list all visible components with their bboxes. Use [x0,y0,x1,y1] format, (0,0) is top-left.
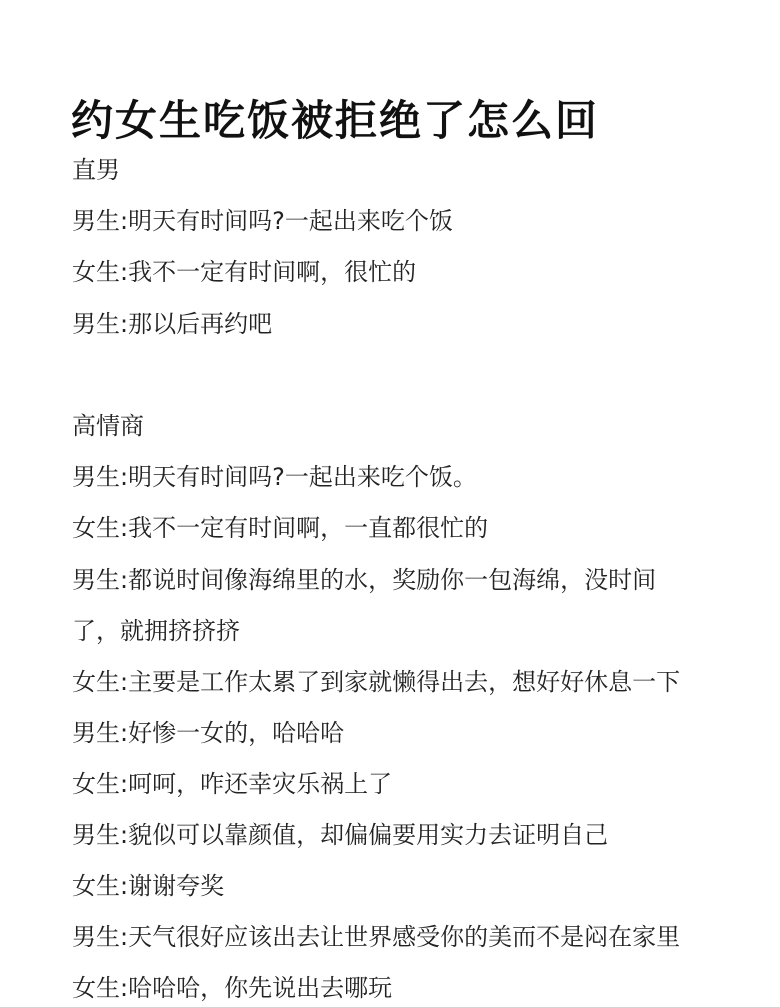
dialogue-line: 女生:我不一定有时间啊，很忙的 [72,258,417,286]
dialogue-line: 女生:主要是工作太累了到家就懒得出去，想好好休息一下 [72,668,681,696]
dialogue-line: 男生:天气很好应该出去让世界感受你的美而不是闷在家里 [72,923,681,951]
section-heading: 高情商 [72,412,144,440]
dialogue-line: 女生:我不一定有时间啊，一直都很忙的 [72,514,489,542]
page-title: 约女生吃饭被拒绝了怎么回 [71,96,600,145]
dialogue-line: 男生:明天有时间吗?一起出来吃个饭 [72,207,453,235]
dialogue-line: 了，就拥挤挤挤 [72,617,240,645]
dialogue-line: 男生:那以后再约吧 [72,310,273,338]
dialogue-line: 男生:都说时间像海绵里的水，奖励你一包海绵，没时间 [72,566,657,594]
section-heading: 直男 [72,156,120,184]
dialogue-line: 男生:貌似可以靠颜值，却偏偏要用实力去证明自己 [72,821,609,849]
dialogue-line: 男生:好惨一女的，哈哈哈 [72,719,345,747]
dialogue-line: 女生:呵呵，咋还幸灾乐祸上了 [72,770,393,798]
dialogue-line: 男生:明天有时间吗?一起出来吃个饭。 [72,463,477,491]
dialogue-line: 女生:谢谢夸奖 [72,872,225,900]
dialogue-line: 女生:哈哈哈，你先说出去哪玩 [72,974,393,1002]
